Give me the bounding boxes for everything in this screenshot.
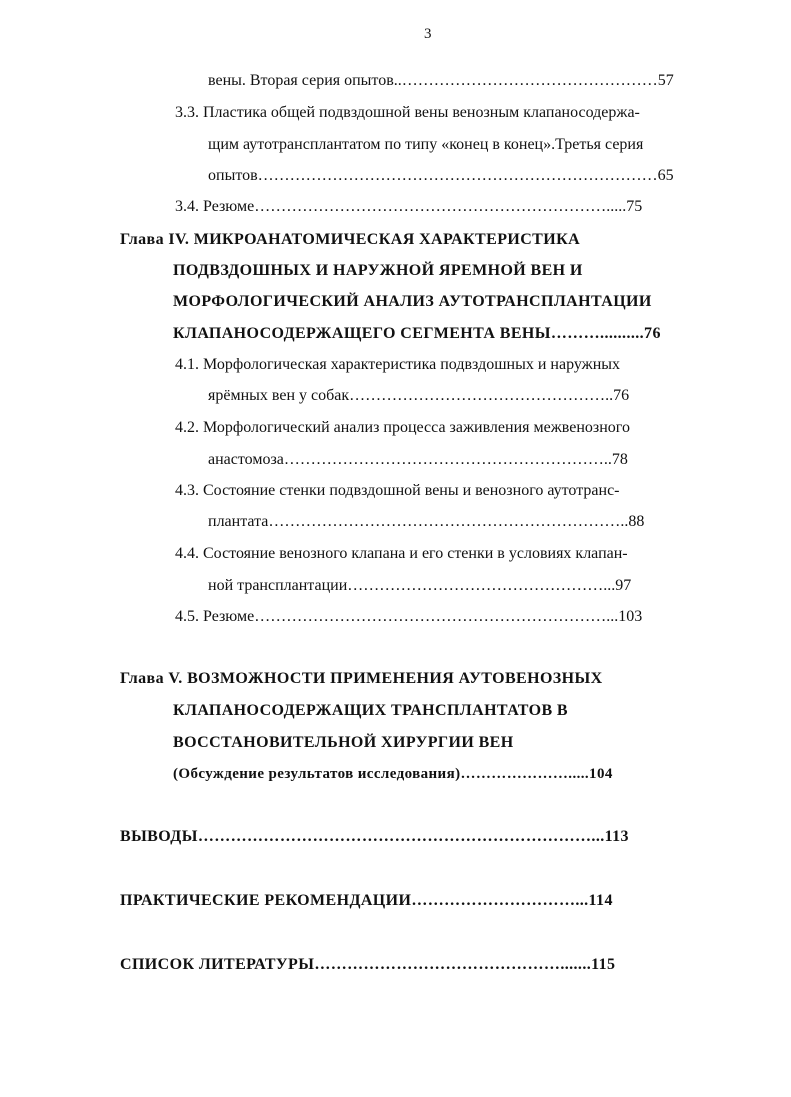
toc-chapter-4-title-3: МОРФОЛОГИЧЕСКИЙ АНАЛИЗ АУТОТРАНСПЛАНТАЦИИ: [173, 293, 652, 310]
toc-chapter-4-title-1: Глава IV. МИКРОАНАТОМИЧЕСКАЯ ХАРАКТЕРИСТИКА: [120, 231, 581, 248]
toc-line-3-3-part1: 3.3. Пластика общей подвздошной вены венозным клапаносодержа-: [175, 104, 640, 121]
toc-practical-recommendations: ПРАКТИЧЕСКИЕ РЕКОМЕНДАЦИИ…………………………...114: [120, 892, 613, 909]
toc-chapter-5-title-4: (Обсуждение результатов исследования)………………….....104: [173, 766, 613, 782]
toc-line-4-3-part1: 4.3. Состояние стенки подвздошной вены и венозного аутотранс-: [175, 482, 620, 499]
toc-line-3-3-part3: опытов…………………………………………………………………65: [208, 167, 674, 184]
toc-chapter-5-title-3: ВОССТАНОВИТЕЛЬНОЙ ХИРУРГИИ ВЕН: [173, 734, 514, 751]
toc-line-3-4: 3.4. Резюме………………………………………………………….....75: [175, 198, 643, 215]
toc-chapter-4-title-4: КЛАПАНОСОДЕРЖАЩЕГО СЕГМЕНТА ВЕНЫ………..........76: [173, 325, 661, 342]
toc-line-4-2-part2: анастомоза……………………………………………………..78: [208, 451, 628, 468]
toc-conclusions: ВЫВОДЫ………………………………………………………………...113: [120, 828, 629, 845]
toc-chapter-5-title-2: КЛАПАНОСОДЕРЖАЩИХ ТРАНСПЛАНТАТОВ В: [173, 702, 568, 719]
page-number: 3: [424, 26, 432, 42]
toc-references: СПИСОК ЛИТЕРАТУРЫ……………………………………….......115: [120, 956, 616, 973]
toc-line-3-3-part2: щим аутотрансплантатом по типу «конец в конец».Третья серия: [208, 136, 644, 153]
toc-line-4-4-part1: 4.4. Состояние венозного клапана и его стенки в условиях клапан-: [175, 545, 628, 562]
toc-chapter-5-title-1: Глава V. ВОЗМОЖНОСТИ ПРИМЕНЕНИЯ АУТОВЕНОЗНЫХ: [120, 670, 603, 687]
toc-line-4-5: 4.5. Резюме…………………………………………………………...103: [175, 608, 643, 625]
toc-line-4-1-part2: ярёмных вен у собак…………………………………………..76: [208, 387, 630, 404]
toc-line-4-4-part2: ной трансплантации…………………………………………...97: [208, 577, 632, 594]
toc-line-cont-ch3-2: вены. Вторая серия опытов..…………………………………………57: [208, 72, 674, 89]
toc-line-4-2-part1: 4.2. Морфологический анализ процесса заживления межвенозного: [175, 419, 630, 436]
toc-chapter-4-title-2: ПОДВЗДОШНЫХ И НАРУЖНОЙ ЯРЕМНОЙ ВЕН И: [173, 262, 583, 279]
toc-line-4-1-part1: 4.1. Морфологическая характеристика подвздошных и наружных: [175, 356, 621, 373]
toc-line-4-3-part2: плантата…………………………………………………………..88: [208, 513, 645, 530]
